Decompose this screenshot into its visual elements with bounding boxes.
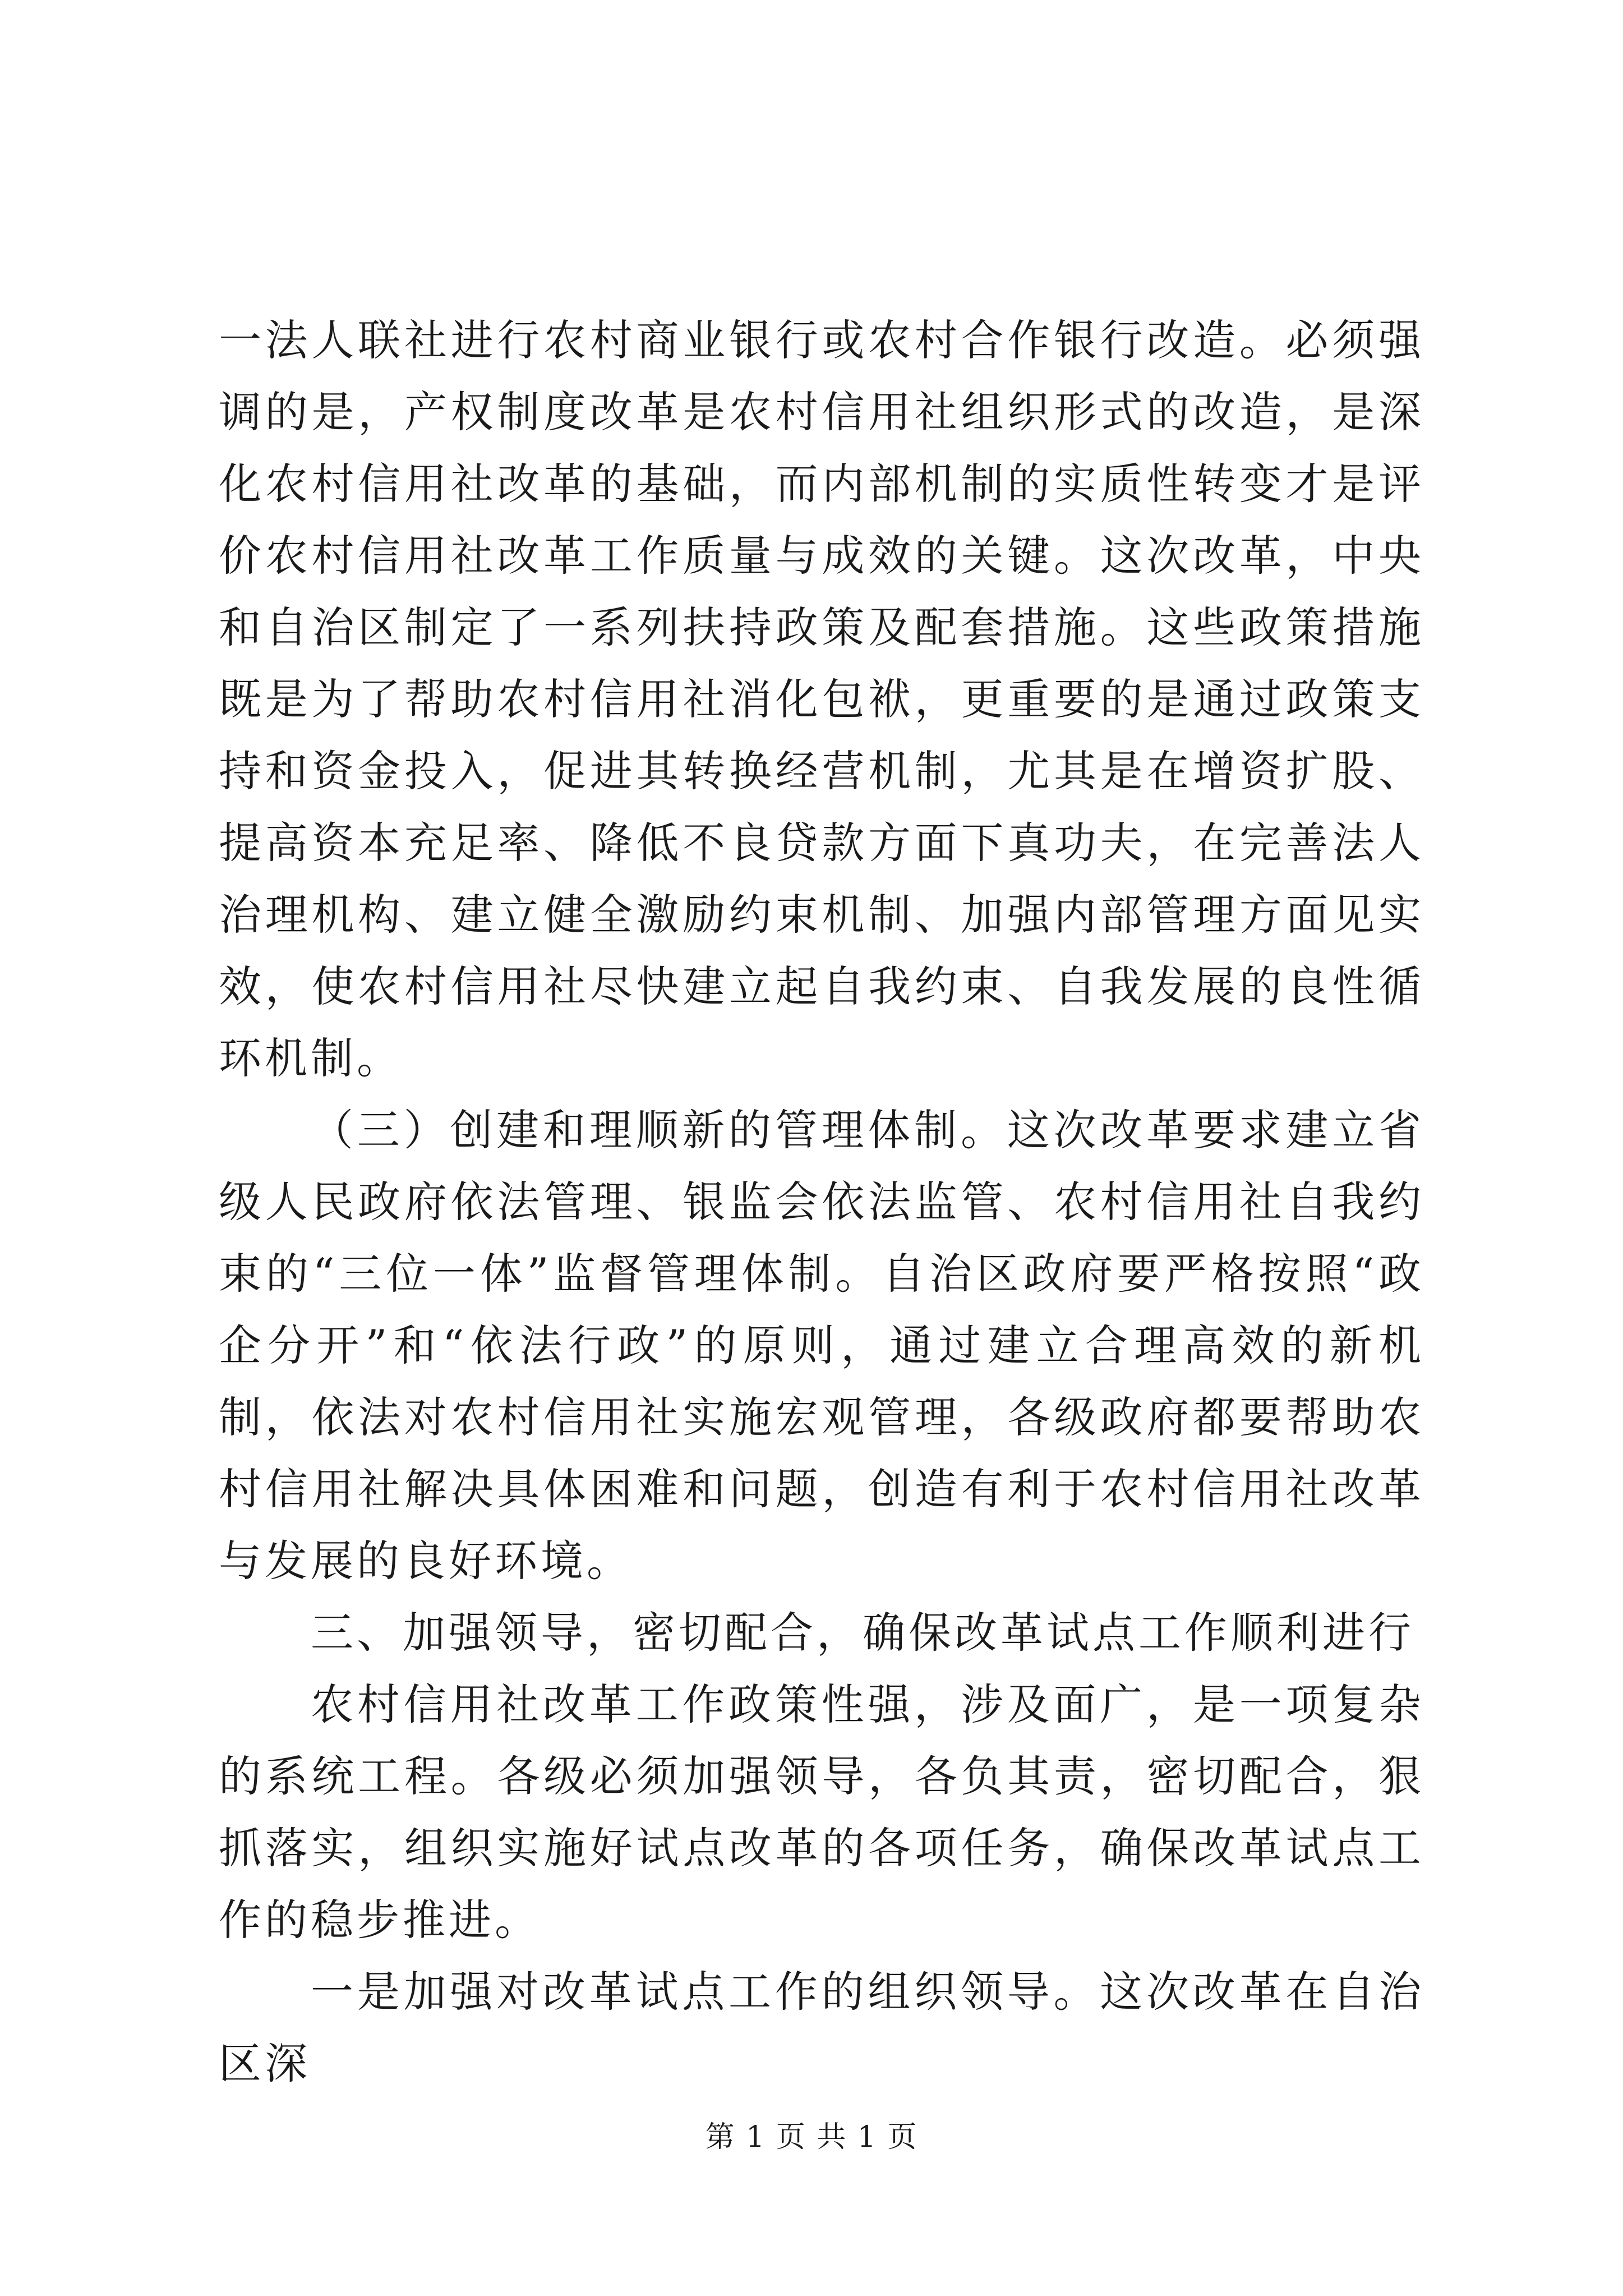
section-heading-leadership: 三、加强领导，密切配合，确保改革试点工作顺利进行 [311, 1608, 1414, 1658]
paragraph-management-system: （三）创建和理顺新的管理体制。这次改革要求建立省级人民政府依法管理、银监会依法监管、农村信用社自我约束的“三位一体”监督管理体制。自治区政府要严格按照“政企分开”和“依法行政”的原则，通过建立合理高效的新机制，依法对农村信用社实施宏观管理，各级政府都要帮助农村信用社解决具体困难和问题，创造有利于农村信用社改革与发展的良好环境。 [219, 1105, 1424, 1586]
page-number-footer: 第 1 页 共 1 页 [705, 2120, 918, 2154]
paragraph-organizational-leadership: 一是加强对改革试点工作的组织领导。这次改革在自治区深 [219, 1967, 1424, 2088]
paragraph-reform-mechanism: 一法人联社进行农村商业银行或农村合作银行改造。必须强调的是，产权制度改革是农村信用社组织形式的改造，是深化农村信用社改革的基础，而内部机制的实质性转变才是评价农村信用社改革工作质量与成效的关键。这次改革，中央和自治区制定了一系列扶持政策及配套措施。这些政策措施既是为了帮助农村信用社消化包袱，更重要的是通过政策支持和资金投入，促进其转换经营机制，尤其是在增资扩股、提高资本充足率、降低不良贷款方面下真功夫，在完善法人治理机构、建立健全激励约束机制、加强内部管理方面见实效，使农村信用社尽快建立起自我约束、自我发展的良性循环机制。 [219, 315, 1424, 1083]
paragraph-systems-engineering: 农村信用社改革工作政策性强，涉及面广，是一项复杂的系统工程。各级必须加强领导，各负其责，密切配合，狠抓落实，组织实施好试点改革的各项任务，确保改革试点工作的稳步推进。 [219, 1680, 1424, 1945]
document-body [219, 305, 1424, 2100]
